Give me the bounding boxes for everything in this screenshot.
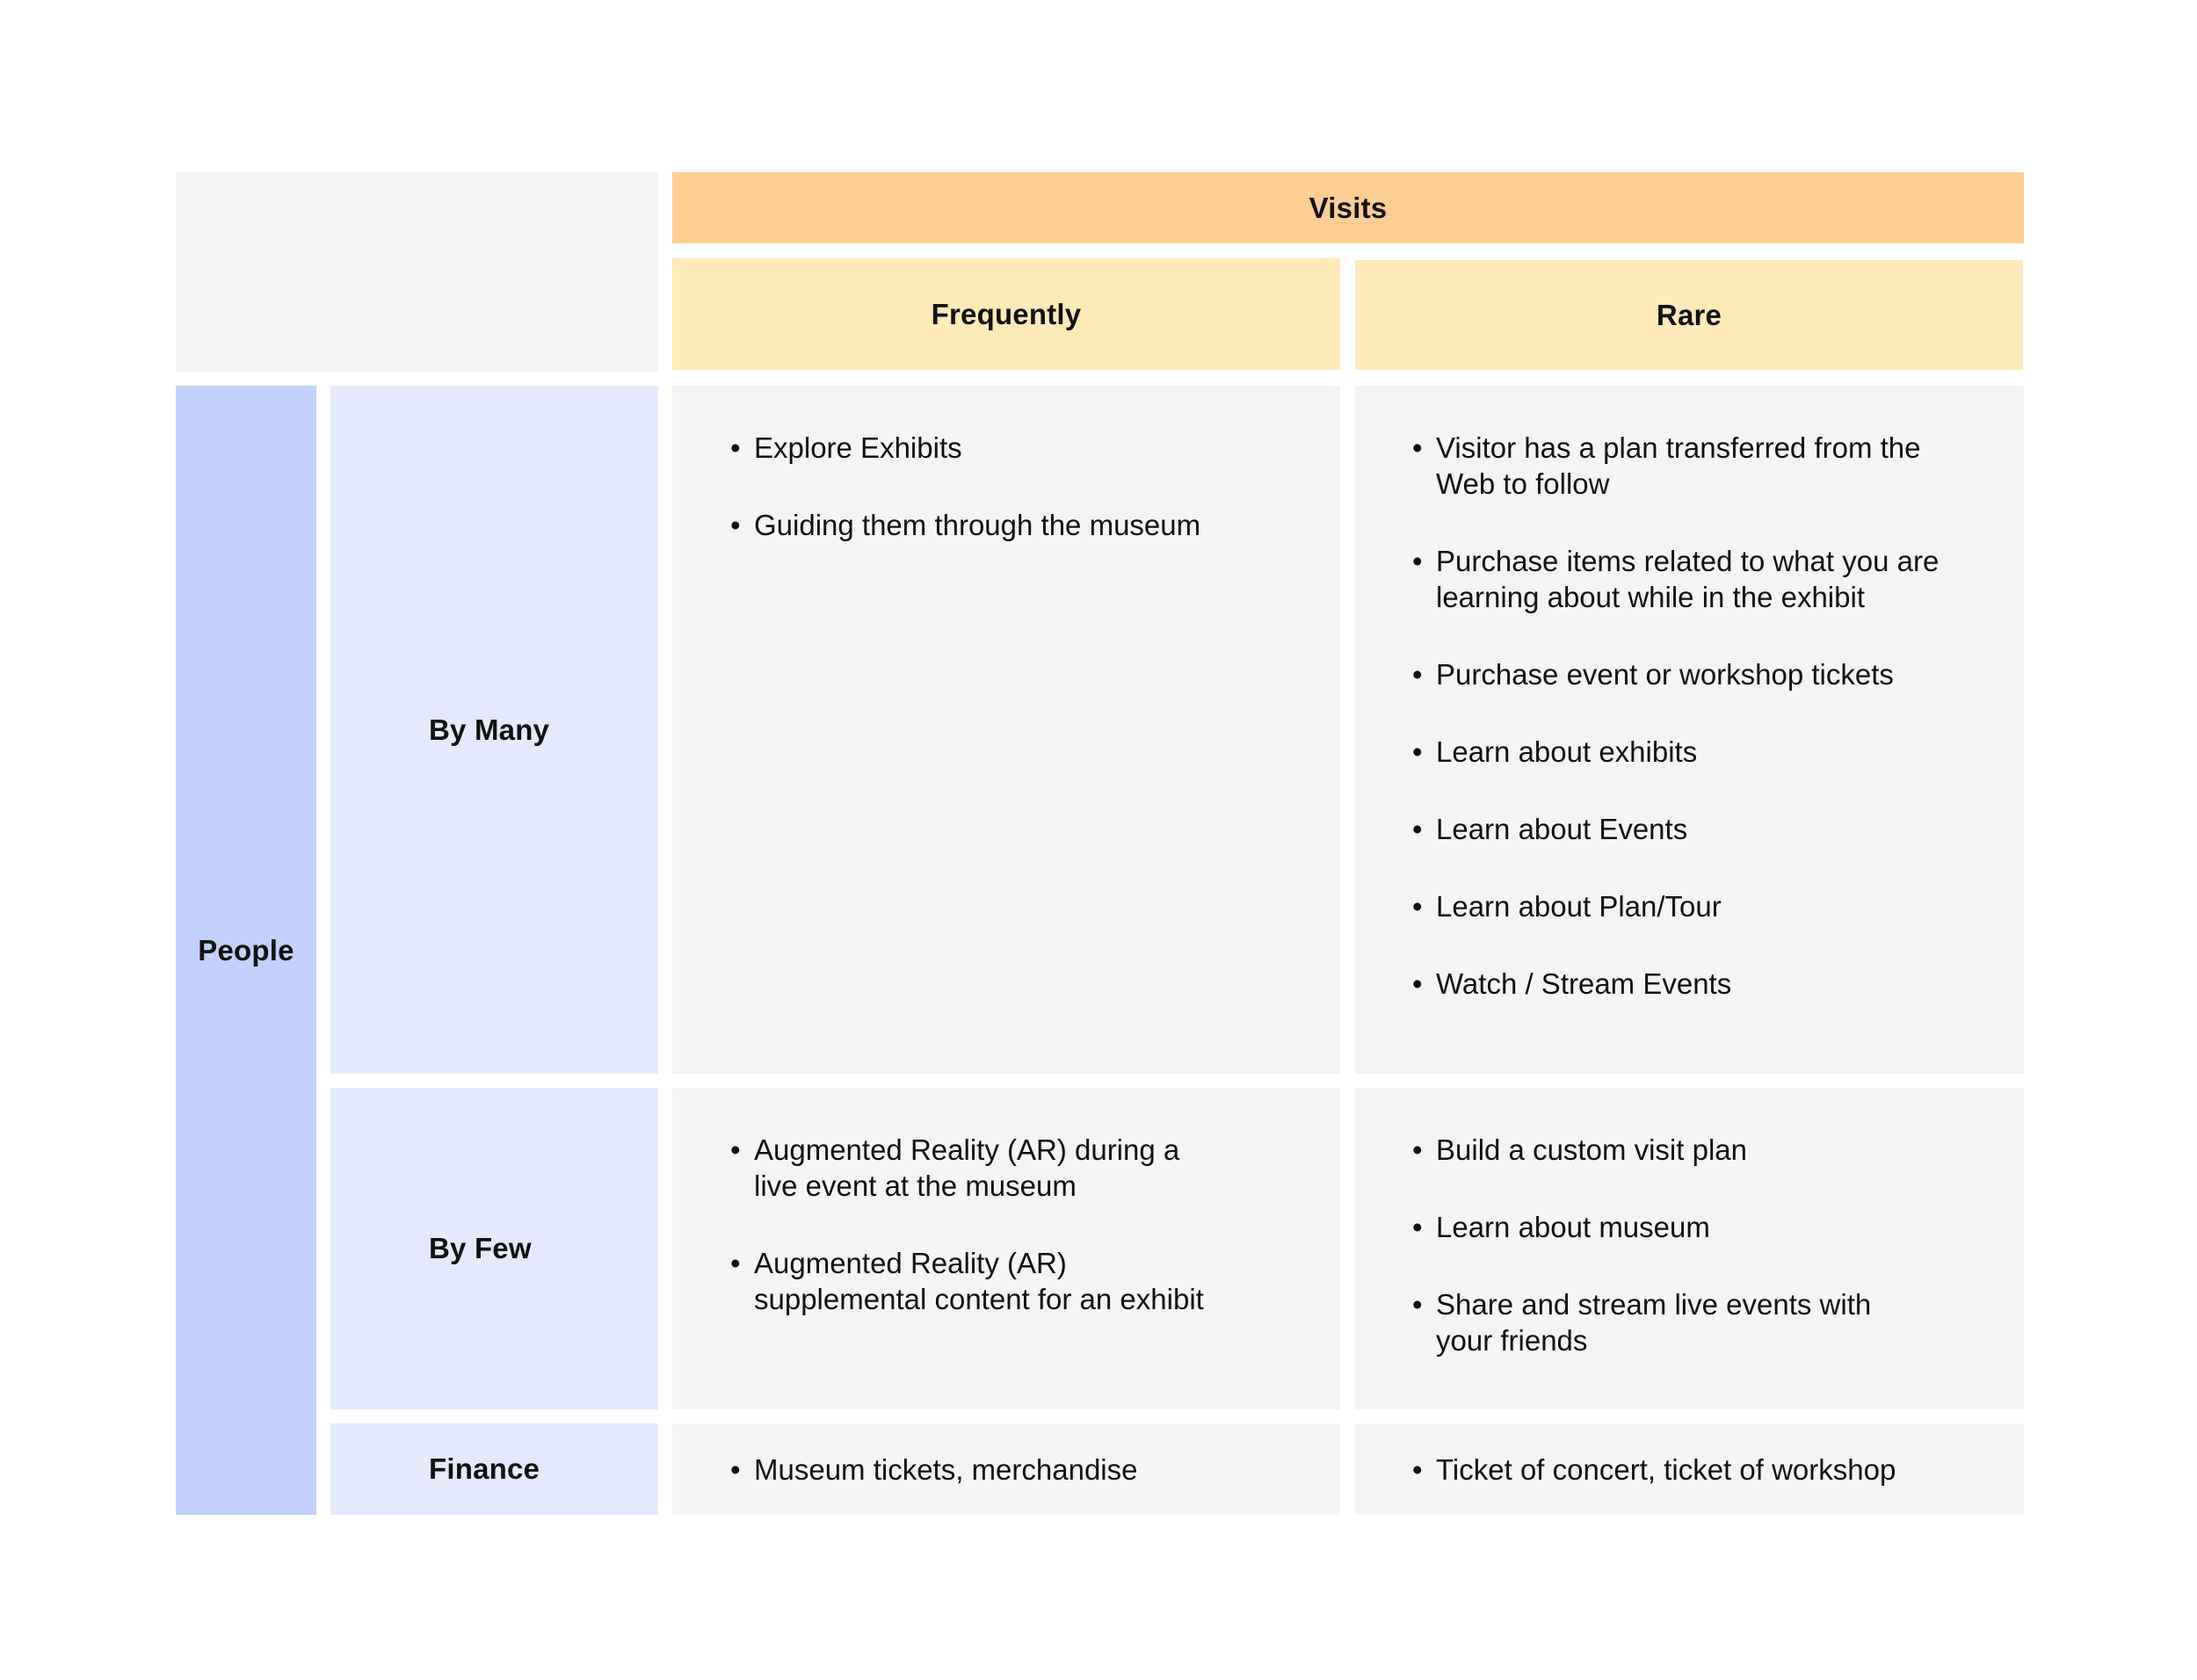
people-axis-label: People bbox=[198, 933, 294, 967]
frequently-header-label: Frequently bbox=[931, 297, 1082, 330]
list-item: • Share and stream live events with your friends bbox=[1412, 1286, 1904, 1358]
matrix-corner-cell bbox=[176, 172, 658, 372]
visits-header bbox=[672, 172, 2024, 243]
list-item: • Purchase event or workshop tickets bbox=[1412, 656, 1975, 692]
bullet-list bbox=[730, 1132, 1222, 1317]
cell-by-few-rare bbox=[1355, 1088, 2024, 1409]
cell-by-many-frequently bbox=[672, 386, 1340, 1074]
visits-header-label: Visits bbox=[1309, 191, 1388, 224]
row-label-text: By Many bbox=[429, 713, 550, 746]
row-label-text: By Few bbox=[429, 1232, 532, 1264]
cell-finance-frequently bbox=[672, 1423, 1340, 1515]
cell-by-many-rare bbox=[1355, 386, 2024, 1074]
cell-by-few-frequently bbox=[672, 1088, 1340, 1409]
frequently-header bbox=[672, 258, 1340, 370]
people-axis bbox=[176, 386, 316, 1515]
bullet-list bbox=[1412, 430, 1975, 1002]
list-item: • Ticket of concert, ticket of workshop bbox=[1412, 1452, 1896, 1488]
row-label-text: Finance bbox=[429, 1452, 540, 1485]
bullet-list bbox=[730, 430, 1258, 543]
list-item: • Build a custom visit plan bbox=[1412, 1132, 1904, 1168]
rare-header bbox=[1355, 260, 2023, 370]
list-item: • Learn about museum bbox=[1412, 1209, 1904, 1245]
list-item: • Visitor has a plan transferred from the Web to follow bbox=[1412, 430, 1975, 502]
list-item: • Watch / Stream Events bbox=[1412, 966, 1975, 1002]
row-label-finance bbox=[330, 1423, 658, 1515]
list-item: • Guiding them through the museum bbox=[730, 507, 1258, 543]
list-item: • Learn about exhibits bbox=[1412, 734, 1975, 770]
list-item: • Learn about Plan/Tour bbox=[1412, 888, 1975, 924]
row-label-by-few bbox=[330, 1088, 658, 1409]
list-item: • Purchase items related to what you are learning about while in the exhibit bbox=[1412, 543, 1975, 615]
list-item: • Augmented Reality (AR) supplemental content for an exhibit bbox=[730, 1245, 1222, 1317]
cell-finance-rare bbox=[1355, 1423, 2024, 1515]
rare-header-label: Rare bbox=[1656, 298, 1722, 331]
list-item: • Learn about Events bbox=[1412, 811, 1975, 847]
list-item: • Museum tickets, merchandise bbox=[730, 1452, 1138, 1488]
bullet-list bbox=[730, 1452, 1138, 1488]
row-label-by-many bbox=[330, 386, 658, 1074]
list-item: • Augmented Reality (AR) during a live event at the museum bbox=[730, 1132, 1222, 1204]
bullet-list bbox=[1412, 1132, 1904, 1358]
list-item: • Explore Exhibits bbox=[730, 430, 1258, 466]
bullet-list bbox=[1412, 1452, 1896, 1488]
